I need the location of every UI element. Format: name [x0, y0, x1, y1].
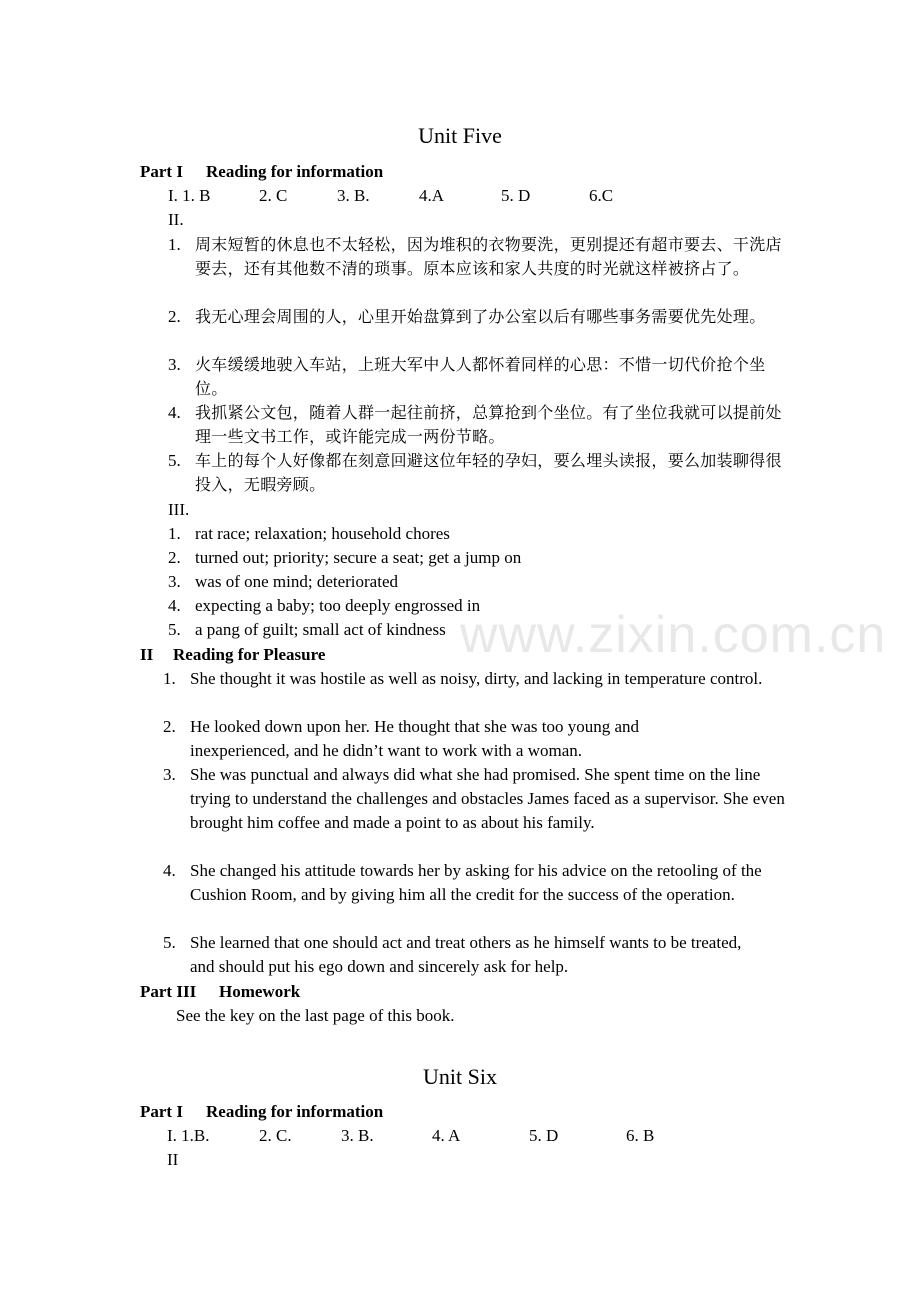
list-item — [168, 305, 788, 353]
item-text: He looked down upon her. He thought that she was too young and inexperienced, and he didn’t want to work with a woman. — [190, 717, 640, 760]
part-title: Reading for Pleasure — [173, 645, 326, 664]
item-text: was of one mind; deteriorated — [195, 572, 398, 591]
item-number: 1. — [168, 235, 181, 254]
item-number: 4. — [163, 861, 176, 880]
item-text: She was punctual and always did what she had promised. She spent time on the line trying to understand the challenges and obstacles James faced as a supervisor. She even brought him coffee and made a point to as about his family. — [190, 765, 785, 832]
answer: 2. C. — [259, 1126, 292, 1145]
item-number: 5. — [163, 933, 176, 952]
unit-six-title: Unit Six — [423, 1064, 497, 1089]
item-text: 车上的每个人好像都在刻意回避这位年轻的孕妇，要么埋头读报，要么加装聊得很投入，无暇旁顾。 — [195, 451, 782, 494]
unit-five-title: Unit Five — [418, 123, 502, 148]
item-number: 3. — [168, 355, 181, 374]
part-title: Reading for information — [206, 1102, 384, 1121]
list-item — [163, 715, 788, 763]
part-label: Part I — [140, 1102, 183, 1121]
list-item — [163, 859, 788, 931]
list-item — [163, 931, 788, 979]
item-text: expecting a baby; too deeply engrossed in — [195, 596, 481, 615]
item-text: rat race; relaxation; household chores — [195, 524, 450, 543]
list-item — [168, 353, 788, 401]
item-number: 1. — [168, 524, 181, 543]
unit5-section3-label: III. — [168, 500, 190, 519]
item-number: 2. — [163, 717, 176, 736]
list-item — [168, 522, 768, 546]
item-number: 4. — [168, 403, 181, 422]
unit5-part1-heading — [140, 160, 383, 184]
item-text: She learned that one should act and treat others as he himself wants to be treated, and should put his ego down and sincerely ask for help. — [190, 933, 742, 976]
item-text: 火车缓缓地驶入车站，上班大军中人人都怀着同样的心思：不惜一切代价抢个坐位。 — [195, 355, 766, 398]
list-item — [168, 594, 768, 618]
item-number: 5. — [168, 451, 181, 470]
answer: 5. D — [529, 1126, 559, 1145]
list-item — [168, 449, 788, 497]
list-item — [163, 763, 788, 859]
item-text: a pang of guilt; small act of kindness — [195, 620, 446, 639]
item-text: 我无心理会周围的人，心里开始盘算到了办公室以后有哪些事务需要优先处理。 — [195, 307, 766, 326]
watermark: www.zixin.com.cn — [460, 606, 887, 664]
unit6-part1-heading — [140, 1100, 383, 1124]
answer: 2. C — [259, 186, 288, 205]
item-text: She changed his attitude towards her by asking for his advice on the retooling of the Cushion Room, and by giving him all the credit for the success of the operation. — [190, 861, 762, 904]
list-item — [168, 570, 768, 594]
answer: 6.C — [589, 186, 614, 205]
part-label: Part I — [140, 162, 183, 181]
unit5-part3-heading — [140, 980, 300, 1004]
item-number: 2. — [168, 307, 181, 326]
item-number: 2. — [168, 548, 181, 567]
item-number: 1. — [163, 669, 176, 688]
answer-prefix: I. 1.B. — [167, 1126, 210, 1145]
item-number: 5. — [168, 620, 181, 639]
item-number: 4. — [168, 596, 181, 615]
part-label: Part III — [140, 982, 197, 1001]
list-item — [163, 667, 788, 715]
part-title: Reading for information — [206, 162, 384, 181]
answer: 3. B. — [341, 1126, 374, 1145]
answer: 4. A — [432, 1126, 461, 1145]
answer-prefix: I. 1. B — [168, 186, 211, 205]
homework-text: See the key on the last page of this book. — [176, 1006, 455, 1025]
unit6-section1-answers — [167, 1124, 667, 1148]
item-text: She thought it was hostile as well as noisy, dirty, and lacking in temperature control. — [190, 669, 763, 688]
list-item — [168, 401, 788, 449]
item-text: 周末短暂的休息也不太轻松，因为堆积的衣物要洗，更别提还有超市要去、干洗店要去，还有其他数不清的琐事。原本应该和家人共度的时光就这样被挤占了。 — [195, 235, 782, 278]
answer: 3. B. — [337, 186, 370, 205]
answer: 6. B — [626, 1126, 655, 1145]
part-title: Homework — [219, 982, 301, 1001]
item-number: 3. — [168, 572, 181, 591]
item-text: 我抓紧公文包，随着人群一起往前挤，总算抢到个坐位。有了坐位我就可以提前处理一些文书工作，或许能完成一两份节略。 — [195, 403, 782, 446]
part-label: II — [140, 645, 154, 664]
list-item — [168, 546, 768, 570]
unit6-section2-label: II — [167, 1150, 179, 1169]
list-item — [168, 618, 768, 642]
unit5-section1-answers — [168, 184, 648, 208]
answer: 5. D — [501, 186, 531, 205]
item-number: 3. — [163, 765, 176, 784]
answer: 4.A — [419, 186, 445, 205]
unit5-section2-label: II. — [168, 210, 184, 229]
unit5-part2-heading — [140, 643, 325, 667]
list-item — [168, 233, 788, 305]
item-text: turned out; priority; secure a seat; get a jump on — [195, 548, 522, 567]
